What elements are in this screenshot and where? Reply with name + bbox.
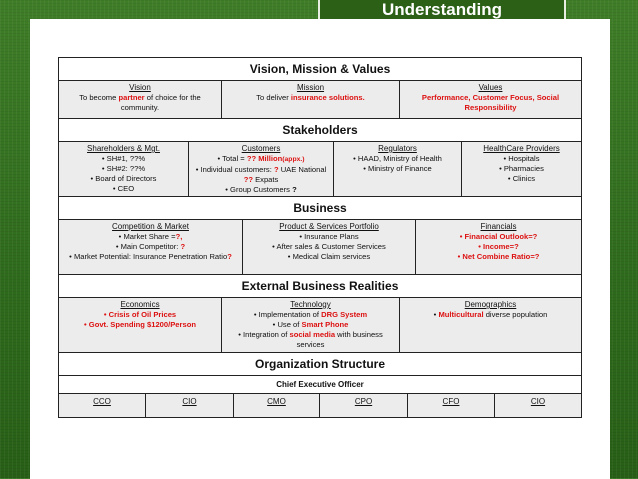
providers-item: • Pharmacies (465, 164, 578, 174)
portfolio-item: • Medical Claim services (246, 252, 412, 262)
portfolio-title: Product & Services Portfolio (279, 222, 379, 231)
competition-cell (59, 220, 243, 274)
mission-title: Mission (296, 83, 325, 92)
technology-use-red: Smart Phone (301, 320, 349, 329)
vision-title: Vision (129, 83, 151, 92)
ceo-cell: Chief Executive Officer (59, 376, 581, 394)
customers-title: Customers (241, 144, 281, 153)
demographics-title: Demographics (464, 300, 517, 309)
customers-group-bold: ? (292, 185, 297, 194)
technology-impl-pre: Implementation of (258, 310, 322, 319)
cx-row (59, 394, 581, 417)
financials-item: • Net Combine Ratio=? (419, 252, 578, 262)
providers-title: HealthCare Providers (483, 144, 560, 153)
cx-cell-cio-2: CIO (530, 397, 546, 406)
technology-int-red: social media (289, 330, 336, 339)
mission-text-red: insurance solutions. (290, 93, 365, 102)
regulators-title: Regulators (378, 144, 417, 153)
economics-title: Economics (120, 300, 160, 309)
demographics-red: Multicultural (438, 310, 484, 319)
demographics-post: diverse population (483, 310, 548, 319)
portfolio-item: • After sales & Customer Services (246, 242, 412, 252)
cx-cell-cfo: CFO (408, 394, 495, 417)
shareholders-item: • Board of Directors (62, 174, 185, 184)
regulators-cell (334, 142, 462, 196)
external-row (59, 298, 581, 353)
customers-ind-post: UAE National (278, 165, 327, 174)
customers-group (192, 185, 330, 195)
economics-item: • Govt. Spending $1200/Person (62, 320, 218, 330)
portfolio-cell (243, 220, 416, 274)
competition-share (62, 232, 239, 242)
technology-title: Technology (290, 300, 331, 309)
technology-int-post: with business services (296, 330, 383, 349)
customers-ind-red2: ?? (243, 175, 253, 184)
portfolio-item: • Insurance Plans (246, 232, 412, 242)
demographics-item (403, 310, 578, 320)
technology-use-pre: Use of (277, 320, 302, 329)
vision-text-post: of choice for the community. (120, 93, 201, 112)
customers-ind-post2: Expats (252, 175, 279, 184)
competition-main-pre: Main Competitor: (120, 242, 181, 251)
customers-ind-pre: Individual customers: (200, 165, 274, 174)
section-header-vision: Vision, Mission & Values (59, 58, 581, 81)
stakeholders-row (59, 142, 581, 197)
regulators-item: • HAAD, Ministry of Health (337, 154, 458, 164)
cx-cell-cco: CCO (59, 394, 146, 417)
customers-total (192, 154, 330, 165)
context-table (58, 57, 582, 418)
competition-potential (62, 252, 239, 262)
cx-cell-cpo: CPO (320, 394, 408, 417)
financials-cell (416, 220, 581, 274)
customers-individual (192, 165, 330, 185)
financials-item: • Income=? (419, 242, 578, 252)
competition-share-pre: Market Share = (123, 232, 176, 241)
competition-title: Competition & Market (112, 222, 189, 231)
values-text-red: Performance, Customer Focus, Social Responsibility (421, 93, 560, 112)
shareholders-item: • SH#1, ??% (62, 154, 185, 164)
mission-cell (222, 81, 400, 118)
mission-text-pre: To deliver (256, 93, 291, 102)
financials-title: Financials (480, 222, 517, 231)
competition-potential-pre: Market Potential: Insurance Penetration Ratio (73, 252, 228, 261)
competition-main-red: ? (180, 242, 186, 251)
customers-total-red: ?? Million (246, 154, 283, 163)
competition-share-red: ?, (175, 232, 183, 241)
providers-item: • Clinics (465, 174, 578, 184)
competition-potential-red: ? (227, 252, 232, 261)
shareholders-item: • SH#2: ??% (62, 164, 185, 174)
technology-integration (225, 330, 396, 350)
economics-cell (59, 298, 222, 352)
cx-cell-cmo: CMO (234, 394, 320, 417)
customers-cell (189, 142, 334, 196)
customers-group-pre: Group Customers (230, 185, 293, 194)
technology-impl-red: DRG System (321, 310, 368, 319)
demographics-cell (400, 298, 581, 352)
section-header-stakeholders: Stakeholders (59, 119, 581, 142)
values-cell (400, 81, 581, 118)
providers-item: • Hospitals (465, 154, 578, 164)
regulators-item: • Ministry of Finance (337, 164, 458, 174)
technology-use (225, 320, 396, 330)
technology-int-pre: Integration of (243, 330, 290, 339)
providers-cell (462, 142, 581, 196)
customers-total-post: (appx.) (282, 156, 305, 163)
customers-ind-red: ? (273, 165, 279, 174)
section-header-business: Business (59, 197, 581, 220)
competition-main (62, 242, 239, 252)
vision-text-pre: To become (79, 93, 119, 102)
financials-item: • Financial Outlook=? (419, 232, 578, 242)
vision-text-red: partner (118, 93, 145, 102)
business-row (59, 220, 581, 275)
section-header-org: Organization Structure (59, 353, 581, 376)
technology-cell (222, 298, 400, 352)
shareholders-cell (59, 142, 189, 196)
section-header-external: External Business Realities (59, 275, 581, 298)
economics-item: • Crisis of Oil Prices (62, 310, 218, 320)
shareholders-title: Shareholders & Mgt. (87, 144, 160, 153)
values-title: Values (478, 83, 503, 92)
vision-cell (59, 81, 222, 118)
technology-impl (225, 310, 396, 320)
cx-cell-cio: CIO (146, 394, 234, 417)
vision-row (59, 81, 581, 119)
customers-total-pre: Total = (222, 154, 247, 163)
slide-title-line1: Understanding (382, 0, 502, 19)
shareholders-item: • CEO (62, 184, 185, 194)
